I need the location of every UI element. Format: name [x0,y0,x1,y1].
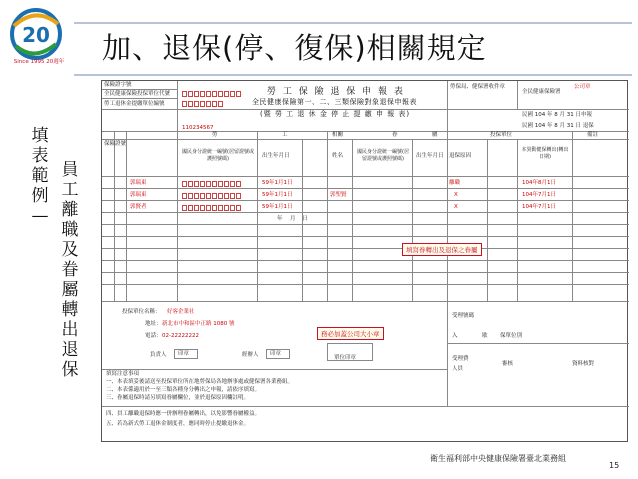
label-out: 歇 [482,333,488,339]
date-submit: 民國 104 年 8 月 31 日申報 [522,112,592,118]
sub-transfer: 本異動健保轉出(轉出日期) [521,147,569,160]
form-title-1: 勞 工 保 險 退 保 申 報 表 [267,87,405,97]
row1-name: 郭瑞東 [130,180,147,186]
label-staff: 人員 [452,366,464,372]
side-label-topic: 員工離職及眷屬轉出退保 [61,160,79,380]
note-3: 三、眷屬退保時請另填寫眷屬欄位，並於退保原因欄註明。 [106,395,250,401]
employer-id: 110234567 [182,125,214,131]
label-unit-name: 投保單位名稱： [122,309,161,315]
row1-birth: 59年1月1日 [262,180,293,186]
label-principal: 負責人 [150,352,167,358]
col-related: 相關 [332,132,344,138]
logo-number: 20 [22,23,50,47]
sub-id-dependent: 國民身分證統一編號(居留證號或護照號碼) [357,149,409,162]
slide-title: 加、退保(停、復保)相關規定 [102,31,487,65]
label-data-check: 資料核對 [572,361,595,367]
label-unit-type: 保單位別 [500,333,523,339]
footer-organization: 衛生福利部中央健康保險署臺北業務組 [430,454,566,463]
side-label-example: 填表範例— [31,126,49,226]
col-dependent-b: 屬 [432,132,438,138]
label-phone: 電話： [145,333,162,339]
col-worker-a: 勞 [212,132,218,138]
page-number: 15 [609,461,620,470]
note-1: 一、本表填妥後請送至投保單位所在地勞保局各地辦事處或健保署各業務組。 [106,379,294,385]
row2-birth: 59年1月1日 [262,192,293,198]
label-in: 入 [452,333,458,339]
unit-phone: 02-22222222 [162,333,199,339]
callout-dependent-transfer: 填寫眷轉出及退保之眷屬 [402,243,482,256]
callout-company-seal: 務必加蓋公司大小章 [317,327,384,340]
row2-dependent: 郭聖賢 [330,192,347,198]
sub-birth-dependent: 出生年月日 [416,153,444,159]
empty-year: 年 [277,216,283,222]
label-nhi-unit-code: 全民健康保險投保單位代號 [104,91,171,97]
sub-name-dependent: 姓名 [332,153,344,159]
row3-date: 104年7月1日 [522,204,556,210]
empty-month: 月 [290,216,296,222]
note-5: 五、若為新式勞工退休金制度者，應同時停止提繳退休金。 [106,421,250,427]
logo-caption: Since 1995 20週年 [13,59,65,65]
label-principal-seal: 印章 [178,351,190,357]
col-unit: 投保單位 [490,132,513,138]
label-unit-seal: 單位印章 [334,355,357,361]
label-receipt-number: 受理號碼 [452,313,475,319]
row2-date: 104年7月1日 [522,192,556,198]
label-pension-unit-code: 勞工退休金提繳單位編號 [104,101,165,107]
label-insurance-cert: 保險證字號 [104,82,132,88]
row3-reason: X [454,204,458,210]
row1-date: 104年8月1日 [522,180,556,186]
date-withdraw: 民國 104 年 8 月 31 日 退保 [522,123,594,129]
label-address: 地址： [145,321,162,327]
sub-birth-worker: 出生年月日 [262,153,290,159]
col-remarks: 備註 [587,132,599,138]
row3-birth: 59年1月1日 [262,204,293,210]
label-reviewer: 受理費 [452,356,469,362]
label-company-stamp: 公司章 [574,84,591,90]
sub-id-worker: 國民身分證統一編號(居留證號或護照號碼) [182,149,254,162]
nhi-20th-anniversary-logo [6,6,72,68]
row3-name: 郭賢者 [130,204,147,210]
sub-reason: 退保原因 [449,153,472,159]
row1-reason: 離職 [449,180,461,186]
form-title-3: (暨 勞 工 退 休 金 停 止 提 繳 申 報 表) [260,110,411,118]
notes-title: 填寫注意事項 [106,371,140,377]
col-worker-b: 工 [282,132,288,138]
col-dependent-a: 眷 [392,132,398,138]
row2-name: 郭瑞東 [130,192,147,198]
withdrawal-form [101,80,628,442]
label-handler: 經辦人 [242,352,259,358]
unit-address: 新北市中和區中正路 1080 號 [162,321,235,327]
form-title-2: 全民健康保險第一、二、三類保險對象退保申報表 [252,98,417,106]
note-2: 二、本表係適用於一至三類各種身分轉出之申報，請依序填寫。 [106,387,261,393]
note-4: 四、員工離職退保時應一併辦理眷屬轉出，以免影響眷屬權益。 [106,411,261,417]
label-nhi-admin: 全民健康保險署 [522,89,561,95]
label-handler-seal: 印章 [270,351,282,357]
unit-name: 好客企業社 [167,309,195,315]
row2-reason: X [454,192,458,198]
col-insurance-id: 保險證號 [104,141,127,147]
label-review: 審核 [502,361,514,367]
empty-day: 日 [302,216,308,222]
label-receipt-stamp: 勞保局、健保署收件章 [450,84,506,90]
